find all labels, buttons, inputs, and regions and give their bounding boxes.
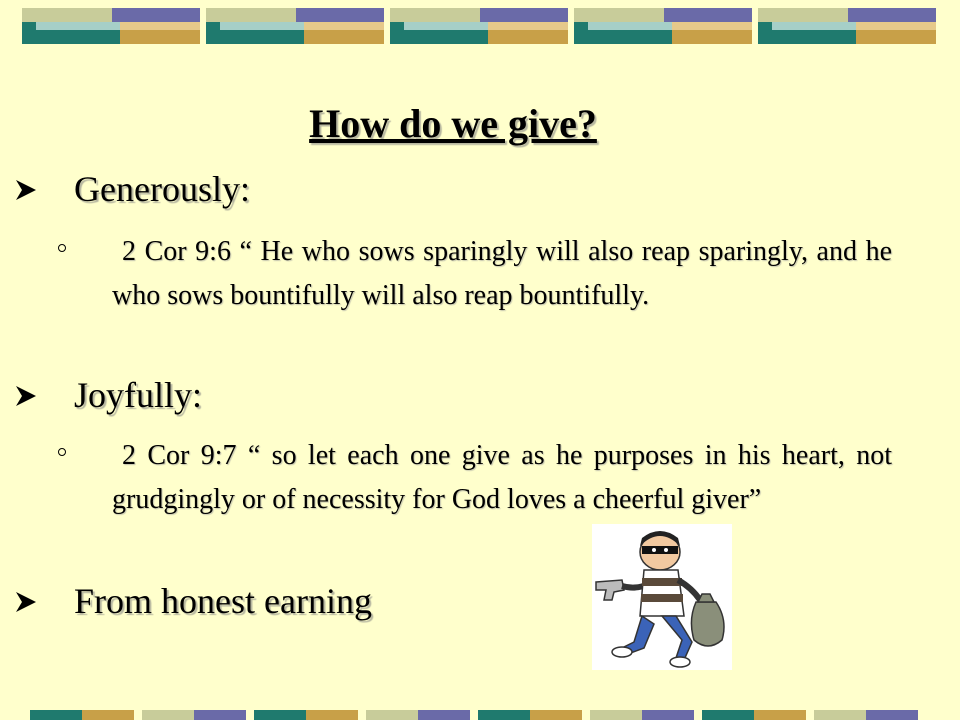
top-decorative-band [22,8,938,44]
band-tile [22,8,200,44]
arrow-bullet-icon [14,384,38,408]
band-tile [758,8,936,44]
arrow-bullet-icon [14,178,38,202]
bullet-label: From honest earning [74,581,372,621]
bullet-label: Generously: [74,169,250,209]
circle-bullet-icon [58,244,66,252]
circle-bullet-icon [58,448,66,456]
bullet-label: Joyfully: [74,375,203,415]
verse-text: 2 Cor 9:7 “ so let each one give as he purposes in his heart, not grudgingly or of necessity for God loves a cheerful giver” [112,440,892,515]
band-tile [390,8,568,44]
band-tile [574,8,752,44]
bottom-decorative-band [30,710,960,720]
slide-title: How do we give? [309,101,597,146]
band-tile [206,8,384,44]
arrow-bullet-icon [14,590,38,614]
verse-text: 2 Cor 9:6 “ He who sows sparingly will also reap sparingly, and he who sows bountifully will also reap bountifully. [112,236,892,311]
robber-clipart [592,524,732,670]
robber-with-money-bag-icon [592,524,732,670]
